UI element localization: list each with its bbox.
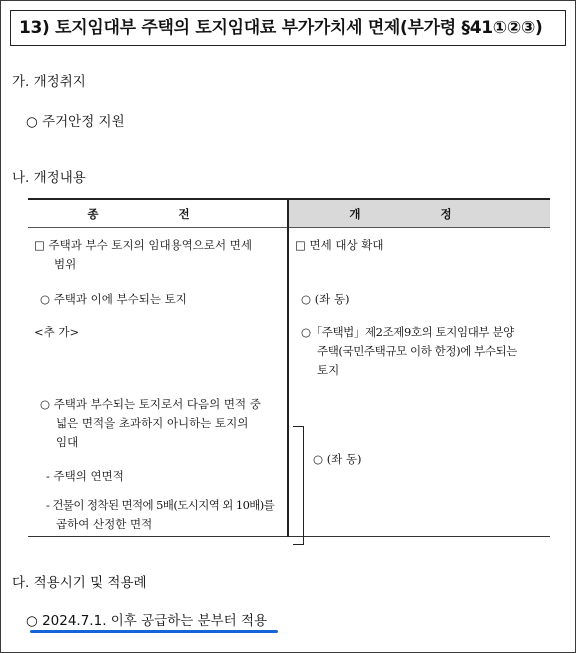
old-r6-line1: - 건물이 정착된 면적에 5배(도시지역 외 10배)를 <box>46 498 275 512</box>
new-column <box>288 228 550 537</box>
new-r3-line1: ○「주택법」제2조제9호의 토지임대부 분양 <box>301 325 514 339</box>
comparison-table <box>28 198 550 537</box>
old-r5: - 주택의 연면적 <box>46 469 124 483</box>
old-r3: <추 가> <box>34 325 80 339</box>
old-r4-line1: ○ 주택과 부수되는 토지로서 다음의 면적 중 <box>40 397 261 411</box>
old-r2: ○ 주택과 이에 부수되는 토지 <box>40 292 187 306</box>
old-r1-line2: 범위 <box>54 257 77 271</box>
new-r3-line3: 토지 <box>317 363 340 377</box>
new-r4: ○ (좌 동) <box>313 452 362 466</box>
old-r1-line1: □ 주택과 부수 토지의 임대용역으로서 면세 <box>34 238 252 252</box>
section-c-heading: 다. 적용시기 및 적용례 <box>12 575 147 591</box>
old-r4-line2: 넓은 면적을 초과하지 아니하는 토지의 <box>56 416 249 430</box>
document-title: 13) 토지임대부 주택의 토지임대료 부가가치세 면제(부가령 §41①②③) <box>10 10 566 46</box>
section-a-heading: 가. 개정취지 <box>12 74 86 90</box>
header-new: 개 정 <box>288 199 550 228</box>
section-a-item: ○ 주거안정 지원 <box>26 114 125 130</box>
new-r2: ○ (좌 동) <box>301 292 350 306</box>
old-column <box>28 228 288 537</box>
section-c-item: ○ 2024.7.1. 이후 공급하는 분부터 적용 <box>26 613 268 629</box>
old-r4-line3: 임대 <box>56 435 79 449</box>
header-old: 종 전 <box>28 199 288 228</box>
old-r6-line2: 곱하여 산정한 면적 <box>56 517 153 531</box>
bracket <box>293 426 304 545</box>
new-r3-line2: 주택(국민주택규모 이하 한정)에 부수되는 <box>317 344 517 358</box>
highlight-underline <box>30 630 278 633</box>
section-b-heading: 나. 개정내용 <box>12 170 86 186</box>
new-r1: □ 면세 대상 확대 <box>295 238 384 252</box>
